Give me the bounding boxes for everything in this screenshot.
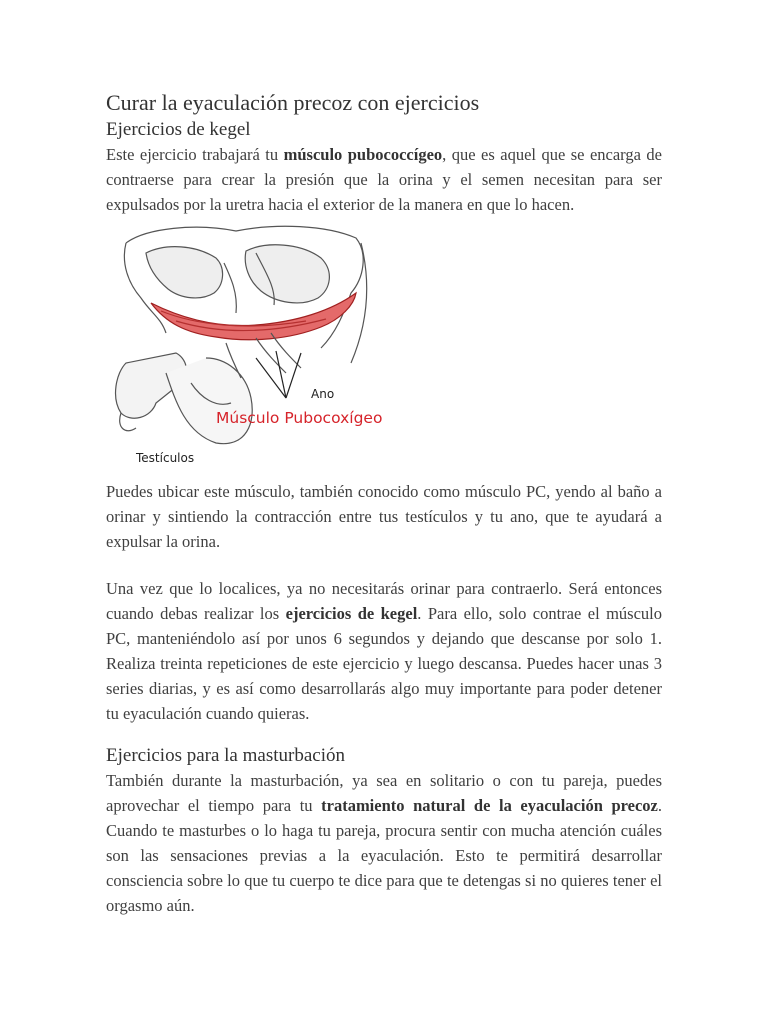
text-run: . Cuando te masturbes o lo haga tu pareja, procura sentir con mucha atención cuáles son las sensaciones previas a la eyaculación. Esto te permitirá desarrollar consciencia sobre lo que tu cuerpo te dice para que te detengas si no quieres tener el orgasmo aún. xyxy=(106,796,663,915)
text-run: Este ejercicio trabajará tu xyxy=(106,145,284,164)
text-run: , que es aquel que se encarga de contraerse para crear la presión que la orina y el semen necesitan para ser expulsados por la uretra hacia el exterior de la manera en que lo hacen. xyxy=(106,145,662,214)
bold-term-kegel: ejercicios de kegel xyxy=(285,604,418,623)
anatomy-drawing xyxy=(106,223,396,473)
document-page xyxy=(106,88,662,918)
paragraph-masturbacion xyxy=(106,768,662,918)
text-run: . Para ello, solo contrae el músculo PC, manteniéndolo así por unos 6 segundos y dejando que descanse por solo 1. Realiza treinta repeticiones de este ejercicio y luego descansa. Puedes hacer unas 3 series diarias, y es así como desarrollarás algo muy importante para poder detener tu eyaculación cuando quieras. xyxy=(106,604,662,723)
section-heading-kegel: Ejercicios de kegel xyxy=(106,119,251,140)
bold-term-tratamiento: tratamiento natural de la eyaculación precoz xyxy=(321,796,658,815)
section-heading-masturbacion: Ejercicios para la masturbación xyxy=(106,745,345,766)
label-musculo-pubocoxigeo: Músculo Pubocoxígeo xyxy=(216,409,383,427)
label-testiculos: Testículos xyxy=(136,451,195,465)
label-ano: Ano xyxy=(311,387,335,401)
text-run: También durante la masturbación, ya sea en solitario o con tu pareja, puedes aprovechar el tiempo para tu xyxy=(106,771,662,815)
paragraph-kegel-intro xyxy=(106,142,662,217)
bold-term-musculo: músculo pubococcígeo xyxy=(283,145,443,164)
anatomy-illustration xyxy=(106,223,396,473)
page-title: Curar la eyaculación precoz con ejercicios xyxy=(106,90,480,115)
paragraph-ubicar-musculo: Puedes ubicar este músculo, también conocido como músculo PC, yendo al baño a orinar y sintiendo la contracción entre tus testículos y tu ano, que te ayudará a expulsar la orina. xyxy=(106,482,662,551)
text-run: Una vez que lo localices, ya no necesitarás orinar para contraerlo. Será entonces cuando debas realizar los xyxy=(106,579,662,623)
paragraph-kegel-instructions xyxy=(106,576,662,726)
